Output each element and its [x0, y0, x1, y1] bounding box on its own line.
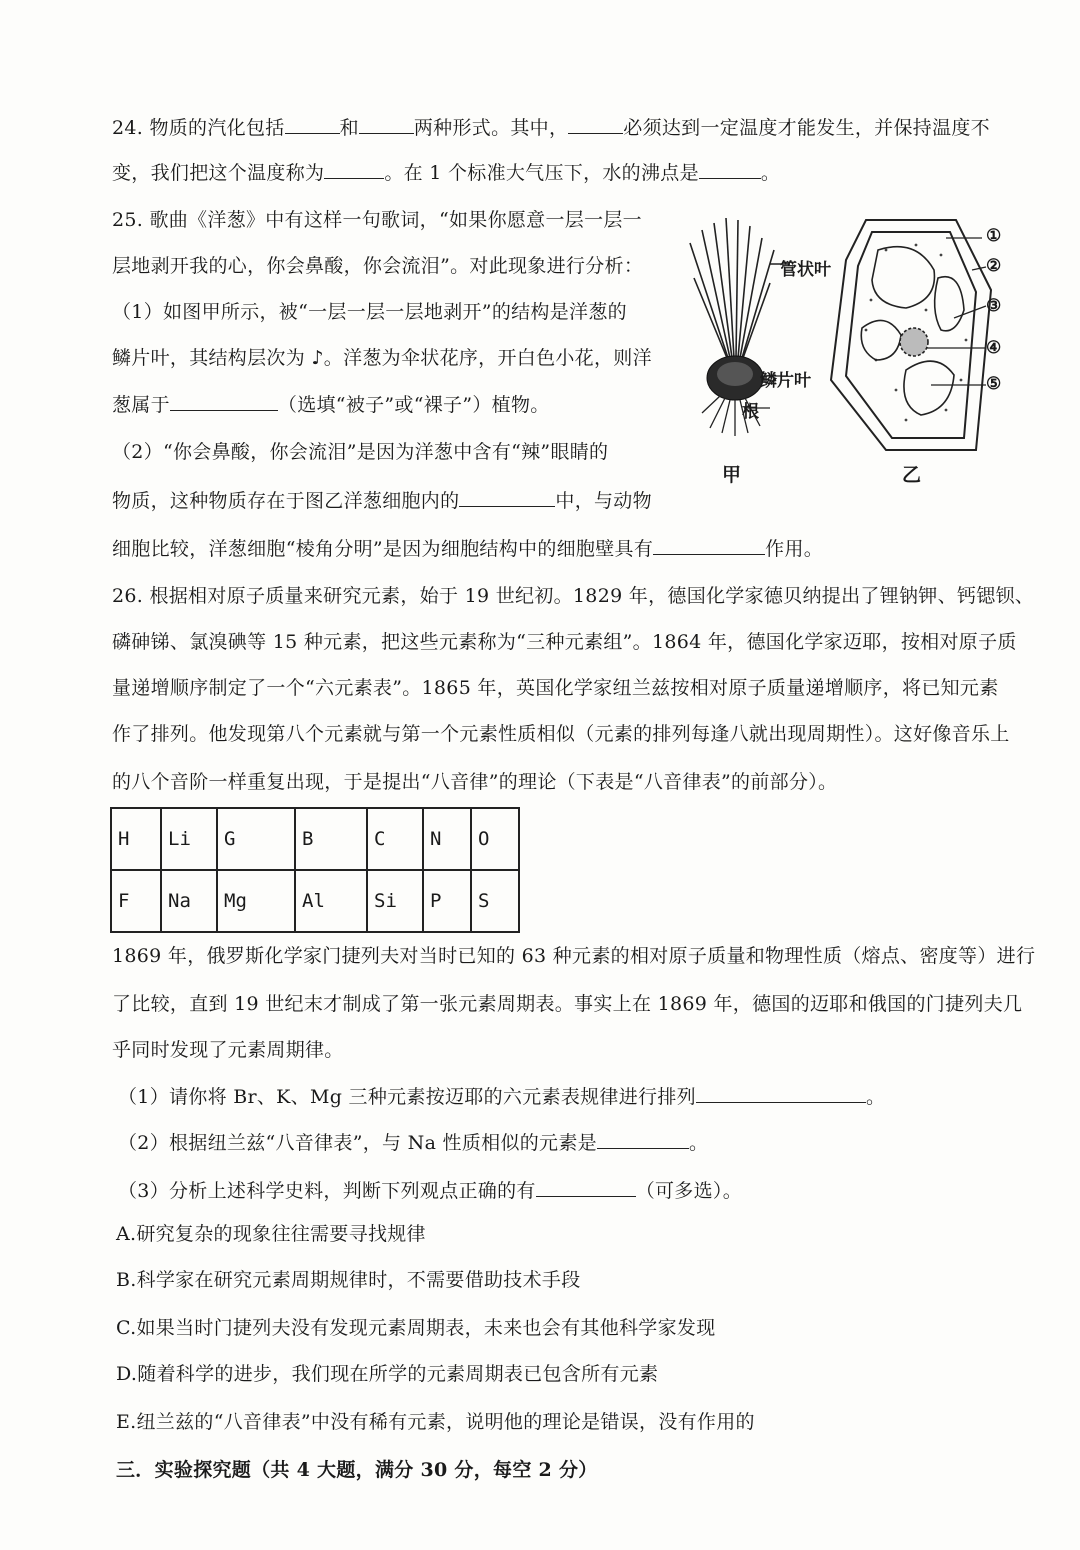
q26-sub1: （1）请你将 Br、K、Mg 三种元素按迈耶的六元素表规律进行排列 。 [118, 1082, 885, 1111]
q25-line6: （2）“你会鼻酸，你会流泪”是因为洋葱中含有“辣”眼睛的 [112, 441, 609, 463]
option-b: B.科学家在研究元素周期规律时，不需要借助技术手段 [116, 1269, 581, 1291]
table-cell: G [217, 808, 295, 870]
q26-sub3: （3）分析上述科学史料，判断下列观点正确的有 （可多选）。 [118, 1176, 742, 1205]
table-cell: C [367, 808, 423, 870]
table-cell: Si [367, 870, 423, 932]
figure-yi-caption: 乙 [902, 464, 922, 486]
cell-label-4: ④ [986, 338, 1002, 358]
option-e: E.纽兰兹的“八音律表”中没有稀有元素，说明他的理论是错误，没有作用的 [116, 1411, 755, 1433]
figure-jia-caption: 甲 [722, 464, 742, 486]
table-cell: F [111, 870, 161, 932]
table-cell: H [111, 808, 161, 870]
answer-blank[interactable] [696, 1082, 866, 1103]
q26-intro-3: 量递增顺序制定了一个“六元素表”。1865 年，英国化学家纽兰兹按相对原子质量递增顺序，将已知元素 [112, 677, 999, 699]
cell-label-3: ③ [986, 296, 1002, 316]
cell-label-5: ⑤ [986, 374, 1002, 394]
answer-blank[interactable] [170, 390, 278, 411]
label-root: 根 [742, 402, 759, 422]
q25-line7: 物质，这种物质存在于图乙洋葱细胞内的 中，与动物 [112, 486, 652, 515]
table-cell: O [471, 808, 519, 870]
q26-after-2: 了比较，直到 19 世纪末才制成了第一张元素周期表。事实上在 1869 年，德国的迈耶和俄国的门捷列夫几 [112, 993, 1023, 1015]
q25-line3: （1）如图甲所示，被“一层一层一层地剥开”的结构是洋葱的 [112, 301, 627, 323]
table-row [111, 870, 519, 932]
q25-line2: 层地剥开我的心，你会鼻酸，你会流泪”。对此现象进行分析： [112, 255, 644, 277]
answer-blank[interactable] [536, 1176, 636, 1197]
option-d: D.随着科学的进步，我们现在所学的元素周期表已包含所有元素 [116, 1363, 659, 1385]
answer-blank[interactable] [653, 534, 765, 555]
table-cell: B [295, 808, 367, 870]
answer-blank[interactable] [285, 113, 340, 134]
table-row [111, 808, 519, 870]
table-cell: Na [161, 870, 217, 932]
section-heading: 三．实验探究题（共 4 大题，满分 30 分，每空 2 分） [116, 1459, 598, 1481]
cell-label-1: ① [986, 226, 1002, 246]
q25-line4: 鳞片叶，其结构层次为 ♪。洋葱为伞状花序，开白色小花，则洋 [112, 347, 652, 369]
answer-blank[interactable] [699, 158, 761, 179]
answer-blank[interactable] [459, 486, 555, 507]
q24-line2: 变，我们把这个温度称为 。在 1 个标准大气压下，水的沸点是 。 [112, 158, 780, 187]
q24-line1: 24. 物质的汽化包括 和 两种形式。其中， 必须达到一定温度才能发生，并保持温度不 [112, 113, 990, 142]
table-cell: N [423, 808, 471, 870]
q26-sub2: （2）根据纽兰兹“八音律表”，与 Na 性质相似的元素是 。 [118, 1128, 708, 1157]
q26-intro-4: 作了排列。他发现第八个元素就与第一个元素性质相似（元素的排列每逢八就出现周期性）。这好像音乐上 [112, 723, 1010, 745]
option-a: A.研究复杂的现象往往需要寻找规律 [116, 1223, 426, 1245]
q26-intro-5: 的八个音阶一样重复出现，于是提出“八音律”的理论（下表是“八音律表”的前部分）。 [112, 771, 838, 793]
answer-blank[interactable] [324, 158, 384, 179]
label-tubular-leaf: 管状叶 [780, 260, 831, 280]
answer-blank[interactable] [359, 113, 414, 134]
octave-law-table [110, 807, 520, 933]
label-scale-leaf: 鳞片叶 [760, 371, 811, 391]
table-cell: Li [161, 808, 217, 870]
table-cell: Mg [217, 870, 295, 932]
table-cell: Al [295, 870, 367, 932]
q26-intro-1: 26. 根据相对原子质量来研究元素，始于 19 世纪初。1829 年，德国化学家德贝纳提出了锂钠钾、钙锶钡、 [112, 585, 1035, 607]
q25-line1: 25. 歌曲《洋葱》中有这样一句歌词，“如果你愿意一层一层一 [112, 209, 642, 231]
table-cell: S [471, 870, 519, 932]
q25-line8: 细胞比较，洋葱细胞“棱角分明”是因为细胞结构中的细胞壁具有 作用。 [112, 534, 823, 563]
q26-after-3: 乎同时发现了元素周期律。 [112, 1039, 344, 1061]
onion-cell-figure [826, 210, 996, 465]
answer-blank[interactable] [597, 1128, 689, 1149]
option-c: C.如果当时门捷列夫没有发现元素周期表，未来也会有其他科学家发现 [116, 1317, 716, 1339]
q25-line5: 葱属于 （选填“被子”或“裸子”）植物。 [112, 390, 550, 419]
q26-intro-2: 磷砷锑、氯溴碘等 15 种元素，把这些元素称为“三种元素组”。1864 年，德国化学家迈耶，按相对原子质 [112, 631, 1017, 653]
table-cell: P [423, 870, 471, 932]
q26-after-1: 1869 年，俄罗斯化学家门捷列夫对当时已知的 63 种元素的相对原子质量和物理性质（熔点、密度等）进行 [112, 945, 1036, 967]
cell-label-2: ② [986, 256, 1002, 276]
answer-blank[interactable] [568, 113, 623, 134]
